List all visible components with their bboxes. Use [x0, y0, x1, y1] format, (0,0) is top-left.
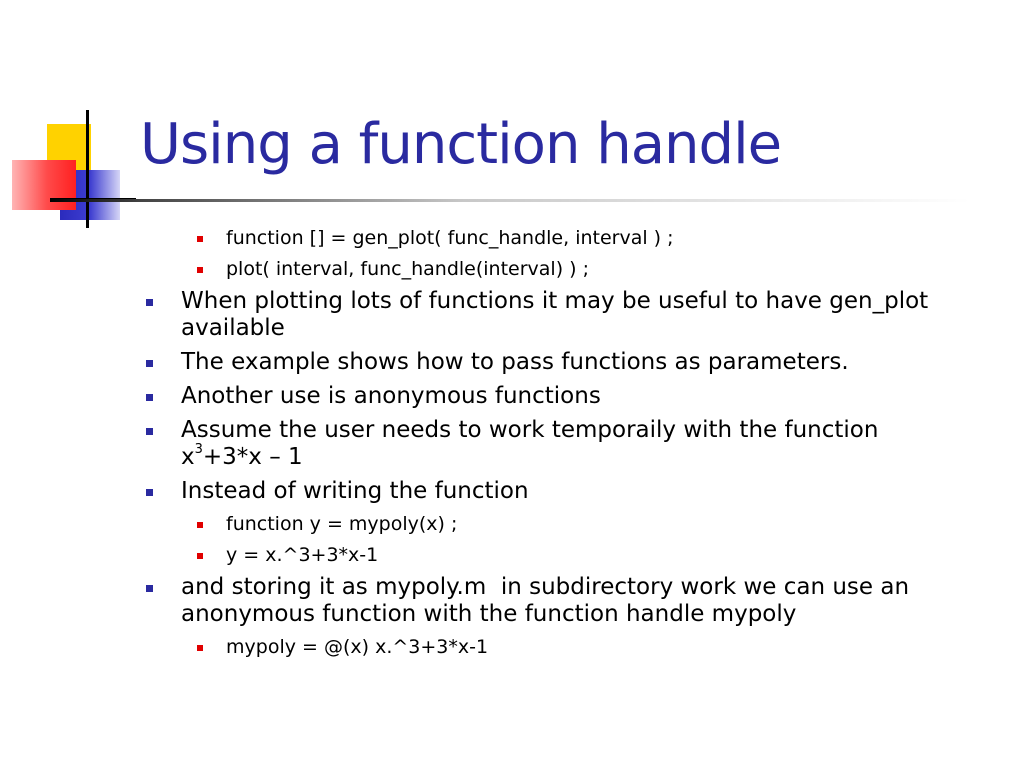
bullet-item — [0, 349, 996, 376]
formula-exponent: 3 — [194, 442, 203, 458]
bullet-text: The example shows how to pass functions as parameters. — [181, 349, 849, 375]
bullet-item — [0, 288, 996, 342]
bullet-text: Instead of writing the function — [181, 478, 529, 504]
bullet-item — [0, 257, 1024, 282]
bullet-text: and storing it as mypoly.m in subdirectory work we can use an anonymous function with the function handle mypoly — [181, 574, 917, 627]
formula-base: x — [181, 444, 195, 470]
red-square — [12, 160, 76, 210]
bullet-marker-icon — [146, 489, 153, 496]
bullet-list — [0, 226, 1024, 666]
formula-rest: +3*x – 1 — [202, 444, 303, 470]
bullet-text-line: Assume the user needs to work temporaily with the function — [181, 417, 879, 443]
bullet-marker-icon — [197, 522, 203, 528]
decorative-logo — [0, 0, 150, 240]
title-divider — [50, 199, 970, 202]
bullet-text: function [] = gen_plot( func_handle, interval ) ; — [226, 227, 674, 249]
bullet-marker-icon — [146, 360, 153, 367]
bullet-item — [0, 543, 1024, 568]
bullet-item — [0, 574, 996, 628]
bullet-marker-icon — [146, 585, 153, 592]
slide-title: Using a function handle — [140, 112, 782, 177]
bullet-text: y = x.^3+3*x-1 — [226, 544, 379, 566]
bullet-marker-icon — [197, 553, 203, 559]
bullet-text: When plotting lots of functions it may be useful to have gen_plot available — [181, 288, 936, 341]
bullet-item — [0, 417, 996, 471]
bullet-text: function y = mypoly(x) ; — [226, 513, 458, 535]
bullet-item — [0, 478, 996, 505]
bullet-marker-icon — [197, 645, 203, 651]
bullet-item — [0, 512, 1024, 537]
bullet-text: mypoly = @(x) x.^3+3*x-1 — [226, 636, 489, 658]
bullet-marker-icon — [197, 267, 203, 273]
bullet-text: plot( interval, func_handle(interval) ) ; — [226, 258, 590, 280]
bullet-item — [0, 226, 1024, 251]
bullet-marker-icon — [146, 394, 153, 401]
logo-vertical-line — [86, 110, 89, 228]
bullet-marker-icon — [146, 299, 153, 306]
bullet-text: Another use is anonymous functions — [181, 383, 601, 409]
bullet-marker-icon — [146, 428, 153, 435]
bullet-marker-icon — [197, 236, 203, 242]
bullet-text — [181, 417, 996, 471]
bullet-item — [0, 635, 1024, 660]
bullet-item — [0, 383, 996, 410]
